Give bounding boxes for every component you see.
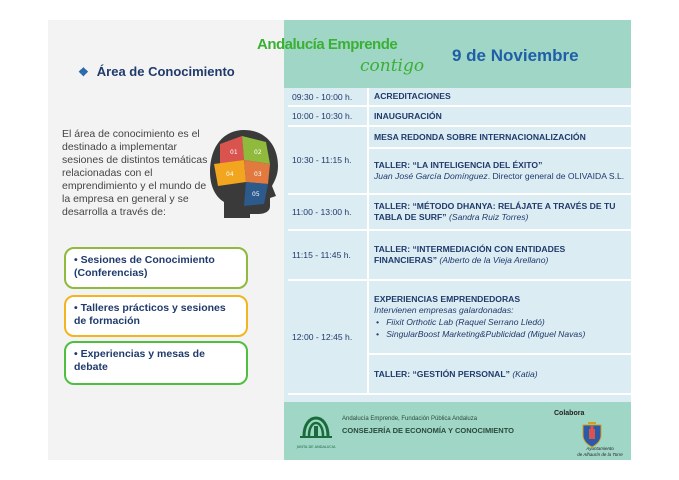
event-speaker: Juan José García Domínguez (374, 171, 488, 181)
event-cell: MESA REDONDA SOBRE INTERNACIONALIZACIÓN (368, 126, 631, 148)
bullet: • (376, 329, 380, 339)
event-date: 9 de Noviembre (452, 46, 579, 65)
head-piece-label: 04 (226, 171, 234, 178)
event-title: EXPERIENCIAS EMPRENDEDORAS (374, 294, 521, 304)
conference-sessions-box: • Sesiones de Conocimiento (Conferencias) (64, 247, 248, 289)
event-cell: INAUGURACIÓN (368, 106, 631, 126)
list-item (376, 329, 627, 340)
event-speaker-detail: . Director general de OLIVAIDA S.L. (487, 171, 625, 181)
schedule-row (288, 194, 631, 230)
workshops-box: • Talleres prácticos y sesiones de formación (64, 295, 248, 337)
footer (284, 402, 631, 460)
diamond-bullet-icon: ❖ (78, 65, 89, 79)
event-speaker: (Sandra Ruiz Torres) (448, 212, 529, 222)
town-council-line1: Ayuntamiento (586, 446, 614, 451)
head-piece-label: 05 (252, 191, 260, 198)
town-shield-icon (580, 420, 604, 448)
head-piece-label: 02 (254, 149, 262, 156)
event-cell (368, 354, 631, 394)
brand-tagline: contigo (360, 56, 425, 76)
event-speaker: (Katia) (512, 368, 538, 379)
schedule-row (288, 88, 631, 106)
experiences-box: • Experiencias y mesas de debate (64, 341, 248, 385)
time-cell: 10:00 - 10:30 h. (288, 106, 368, 126)
ministry-name: CONSEJERÍA DE ECONOMÍA Y CONOCIMIENTO (342, 426, 514, 435)
time-cell: 12:00 - 12:45 h. (288, 280, 368, 394)
schedule-row (288, 126, 631, 148)
header (257, 20, 631, 88)
head-piece-label: 03 (254, 171, 262, 178)
event-subtitle: Intervienen empresas galardonadas: (374, 305, 514, 315)
event-title: TALLER: “MÉTODO DHANYA: RELÁJATE A TRAVÉS DE TU TABLA DE SURF” (374, 201, 616, 222)
foundation-name: Andalucía Emprende, Fundación Pública Andaluza (342, 416, 478, 422)
puzzle-head-icon (206, 124, 282, 220)
brand-title: Andalucía Emprende (257, 36, 398, 53)
event-title: TALLER: “INTERMEDIACIÓN CON ENTIDADES FINANCIERAS” (374, 244, 566, 265)
list-item-text: Fiixit Orthotic Lab (Raquel Serrano Lledó) (386, 317, 545, 327)
list-item (376, 317, 627, 328)
time-cell: 11:00 - 13:00 h. (288, 194, 368, 230)
list-item-text: SingularBoost Marketing&Publicidad (Miguel Navas) (386, 329, 586, 339)
time-cell: 09:30 - 10:00 h. (288, 88, 368, 106)
head-piece-label: 01 (230, 149, 238, 156)
schedule-table (288, 88, 631, 395)
schedule-row (288, 106, 631, 126)
section-title (78, 64, 235, 79)
time-cell: 10:30 - 11:15 h. (288, 126, 368, 194)
event-cell (368, 194, 631, 230)
event-title: TALLER: “GESTIÓN PERSONAL” (374, 368, 510, 379)
event-cell: ACREDITACIONES (368, 88, 631, 106)
event-title: TALLER: “LA INTELIGENCIA DEL ÉXITO” (374, 160, 543, 170)
event-cell (368, 230, 631, 280)
description: El área de conocimiento es el destinado a implementar sesiones de distintos temáticas relacionadas con el emprendimiento y el mundo de la empresa en general y se desarrolla a través de: (62, 128, 208, 218)
junta-andalucia-logo-icon (296, 410, 336, 452)
event-cell (368, 148, 631, 194)
junta-caption: JUNTA DE ANDALUCIA (296, 445, 336, 449)
event-speaker: (Alberto de la Vieja Arellano) (439, 255, 549, 265)
section-title-text: Área de Conocimiento (96, 64, 235, 79)
collaborator-label: Colabora (554, 410, 585, 417)
bullet: • (376, 317, 380, 327)
town-council-line2: de Alhaurín de la Torre (577, 451, 623, 457)
schedule-row (288, 230, 631, 280)
left-panel (48, 20, 284, 460)
event-cell (368, 280, 631, 354)
time-cell: 11:15 - 11:45 h. (288, 230, 368, 280)
town-council (570, 446, 630, 457)
schedule-row (288, 280, 631, 354)
